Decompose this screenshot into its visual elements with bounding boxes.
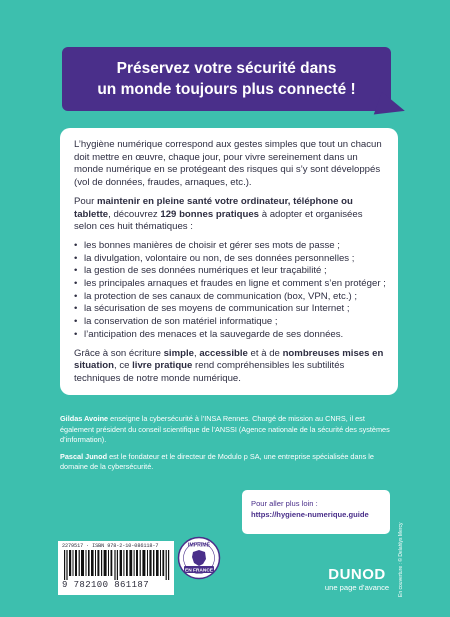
headline-line-1: Préservez votre sécurité dans: [116, 60, 337, 77]
isbn-number: 9 782100 861187: [62, 580, 150, 590]
closing-text-3: et à de: [247, 347, 283, 359]
list-item: • les principales arnaques et fraudes en ligne et comment s’en protéger ;: [74, 278, 386, 291]
speech-bubble-tail: [374, 92, 409, 124]
headline-line-2: un monde toujours plus connecté !: [97, 81, 356, 98]
topics-list: [74, 240, 386, 342]
list-item: • la divulgation, volontaire ou non, de ses données personnelles ;: [74, 253, 386, 266]
closing-paragraph: [74, 348, 386, 386]
publisher-name: DUNOD: [328, 566, 386, 583]
description-card: [60, 128, 398, 395]
practices-bold-count: 129 bonnes pratiques: [160, 208, 260, 220]
closing-text-5: rend compréhensibles les subtilités techniques de notre monde numérique.: [74, 360, 345, 384]
closing-bold-3: nombreuses mises en situation: [74, 347, 384, 372]
closing-bold-1: simple: [163, 347, 194, 359]
closing-text-4: , ce: [113, 360, 133, 372]
closing-bold-2: accessible: [199, 347, 248, 359]
isbn-label: 2279517 · ISBN 978-2-10-086118-7: [62, 543, 159, 549]
seal-top-text: IMPRIMÉ: [187, 542, 211, 549]
practices-paragraph: [74, 196, 386, 234]
more-info-label: Pour aller plus loin :: [251, 499, 318, 508]
author-1-name: Gildas Avoine: [60, 414, 109, 423]
author-1-bio: [60, 414, 400, 446]
author-2-bio: [60, 452, 400, 473]
list-item: • la protection de ses canaux de communication (box, VPN, etc.) ;: [74, 291, 386, 304]
barcode-bars-icon: [62, 550, 170, 580]
seal-bottom-text: EN FRANCE: [185, 568, 213, 574]
closing-text-1: Grâce à son écriture: [74, 347, 164, 359]
list-item: • la gestion de ses données numériques et leur traçabilité ;: [74, 265, 386, 278]
cover-credit: En couverture : © Delahlys Mercy: [398, 522, 404, 597]
list-item: • la sécurisation de ses moyens de communication sur Internet ;: [74, 303, 386, 316]
headline-bubble: [62, 47, 391, 111]
list-item: • la conservation de son matériel informatique ;: [74, 316, 386, 329]
list-item: • l’anticipation des menaces et la sauvegarde de ses données.: [74, 329, 386, 342]
publisher-tagline: une page d’avance: [324, 583, 390, 592]
author-2-text: est le fondateur et le directeur de Modulo p SA, une entreprise spécialisée dans le domaine de la cybersécurité.: [60, 451, 374, 472]
practices-bold-devices: maintenir en pleine santé votre ordinateur, téléphone ou tablette: [74, 195, 353, 220]
practices-text-3: à adopter et organisées selon ces huit thématiques :: [74, 208, 363, 233]
more-info-box: [242, 490, 390, 534]
author-2-name: Pascal Junod: [60, 451, 108, 461]
closing-bold-4: livre pratique: [132, 360, 193, 372]
closing-text-2: ,: [194, 347, 200, 359]
intro-paragraph: L’hygiène numérique correspond aux gestes simples que tout un chacun doit mettre en œuvre, chaque jour, pour vivre sereinement dans un monde numérique en se protégeant des risques qui s’y sont développés (vol de données, fraudes, arnaques, etc.).: [74, 139, 382, 189]
website-link[interactable]: https://hygiene-numerique.guide: [251, 510, 369, 519]
publisher-logo: [322, 567, 392, 592]
authors-section: [60, 414, 400, 479]
author-1-text: enseigne la cybersécurité à l’INSA Rennes. Chargé de mission au CNRS, il est également président du conseil scientifique de l’ANSSI (Agence nationale de la sécurité des systèmes d’information).: [60, 414, 390, 445]
practices-text-1: Pour: [74, 195, 97, 207]
barcode: [58, 541, 174, 595]
list-item: • les bonnes manières de choisir et gérer ses mots de passe ;: [74, 240, 386, 253]
printed-in-france-seal-icon: [177, 536, 221, 580]
practices-text-2: , découvrez: [108, 208, 161, 220]
